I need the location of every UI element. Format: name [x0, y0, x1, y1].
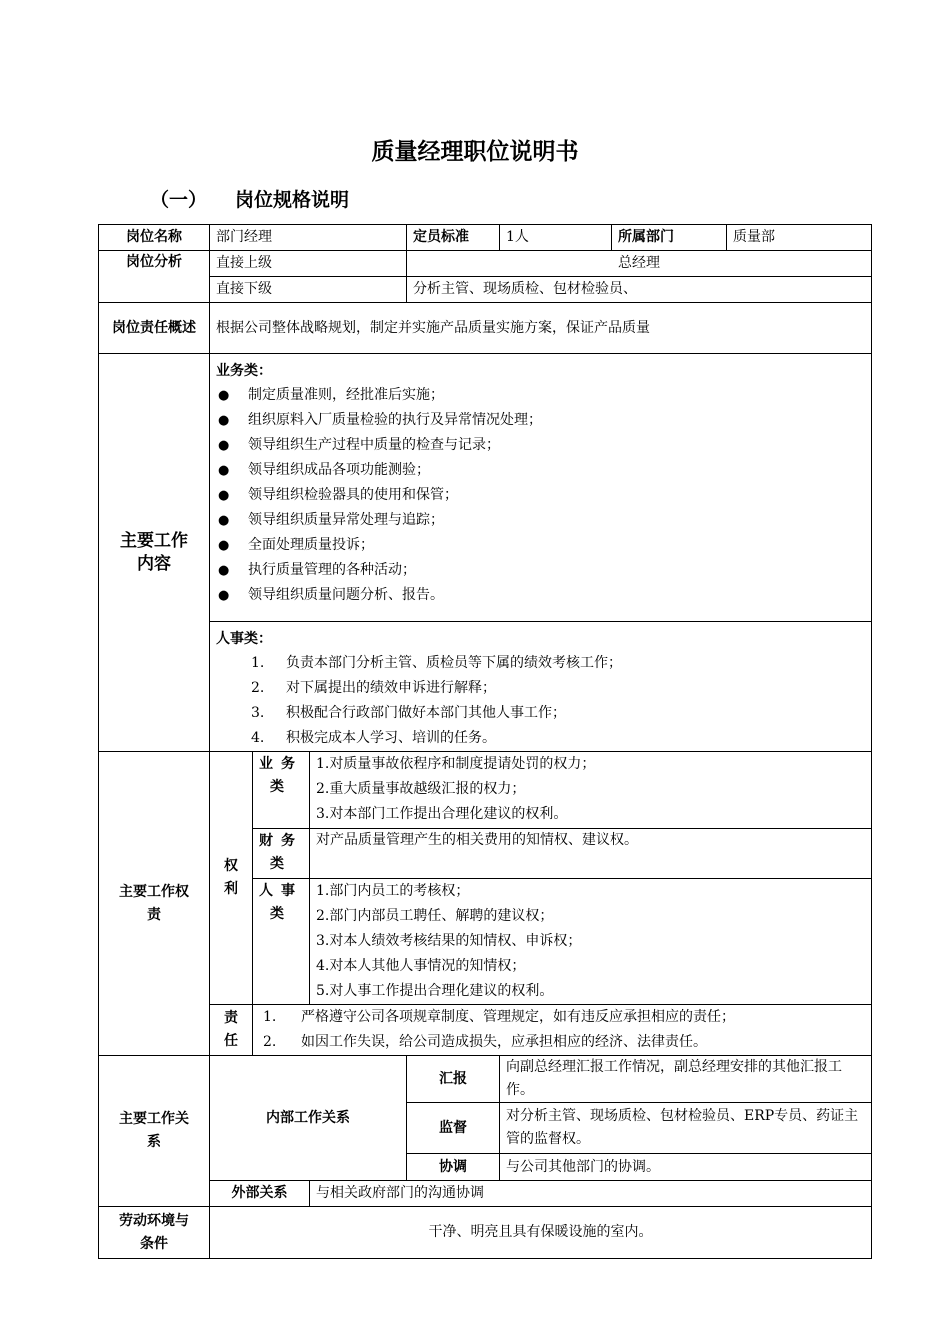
list-item-text: 执行质量管理的各种活动；	[248, 562, 416, 578]
rights-finance-label: 财务类	[253, 829, 310, 879]
report-label: 汇报	[407, 1056, 500, 1103]
list-item-text: 积极配合行政部门做好本部门其他人事工作；	[286, 705, 566, 721]
work-hr-cell	[210, 622, 872, 752]
bullet-icon: ●	[218, 463, 230, 478]
list-item-text: 制定质量准则，经批准后实施；	[248, 387, 444, 403]
list-item-text: 负责本部门分析主管、质检员等下属的绩效考核工作；	[286, 655, 622, 671]
environment-label: 劳动环境与条件	[99, 1207, 210, 1259]
list-item	[216, 458, 865, 483]
bullet-icon: ●	[218, 538, 230, 553]
list-item	[216, 676, 865, 701]
list-item-number: 1.	[251, 655, 265, 671]
list-item	[216, 651, 865, 676]
bullet-icon: ●	[218, 488, 230, 503]
bullet-icon: ●	[218, 563, 230, 578]
hr-task-list	[216, 651, 865, 751]
hr-category-title: 人事类：	[216, 631, 272, 647]
list-item	[216, 483, 865, 508]
list-item	[216, 408, 865, 433]
document-title: 质量经理职位说明书	[371, 139, 579, 165]
list-item	[216, 558, 865, 583]
bullet-icon: ●	[218, 388, 230, 403]
list-item-text: 严格遵守公司各项规章制度、管理规定，如有违反应承担相应的责任；	[301, 1009, 735, 1025]
list-item: 1.部门内员工的考核权；	[316, 883, 470, 899]
authority-label: 主要工作权责	[99, 752, 210, 1056]
rights-hr-list	[316, 879, 865, 1004]
list-item: 2.重大质量事故越级汇报的权力；	[316, 781, 526, 797]
report-value: 向副总经理汇报工作情况，副总经理安排的其他汇报工作。	[500, 1056, 872, 1103]
list-item	[216, 726, 865, 751]
section-title: 岗位规格说明	[235, 189, 350, 211]
subordinate-value: 分析主管、现场质检、包材检验员、	[407, 277, 872, 303]
list-item-text: 领导组织检验器具的使用和保管；	[248, 487, 458, 503]
superior-label: 直接上级	[210, 251, 407, 277]
summary-value: 根据公司整体战略规划，制定并实施产品质量实施方案，保证产品质量	[210, 303, 872, 354]
list-item-number: 2.	[251, 680, 265, 696]
list-item	[216, 701, 865, 726]
list-item: 3.对本部门工作提出合理化建议的权利。	[316, 806, 568, 822]
business-category-title: 业务类：	[216, 363, 272, 379]
list-item: 4.对本人其他人事情况的知情权；	[316, 958, 526, 974]
coord-label: 协调	[407, 1154, 500, 1181]
job-name-value: 部门经理	[210, 225, 407, 251]
list-item-number: 1.	[263, 1009, 277, 1025]
list-item: 2.部门内部员工聘任、解聘的建议权；	[316, 908, 554, 924]
list-item	[216, 583, 865, 608]
list-item	[216, 533, 865, 558]
list-item-text: 如因工作失误，给公司造成损失，应承担相应的经济、法律责任。	[301, 1034, 707, 1050]
supervise-label: 监督	[407, 1103, 500, 1154]
bullet-icon: ●	[218, 413, 230, 428]
bullet-icon: ●	[218, 588, 230, 603]
list-item-text: 领导组织质量问题分析、报告。	[248, 587, 444, 603]
list-item: 3.对本人绩效考核结果的知情权、申诉权；	[316, 933, 582, 949]
list-item: 5.对人事工作提出合理化建议的权利。	[316, 983, 554, 999]
rights-business-cell	[310, 752, 872, 829]
analysis-label: 岗位分析	[99, 251, 210, 303]
quota-value: 1人	[500, 225, 612, 251]
superior-value: 总经理	[407, 251, 872, 277]
list-item-text: 组织原料入厂质量检验的执行及异常情况处理；	[248, 412, 542, 428]
list-item-text: 积极完成本人学习、培训的任务。	[286, 730, 496, 746]
quota-label: 定员标准	[407, 225, 500, 251]
list-item	[259, 1030, 865, 1055]
list-item	[259, 1005, 865, 1030]
job-name-label: 岗位名称	[99, 225, 210, 251]
list-item	[216, 508, 865, 533]
subordinate-label: 直接下级	[210, 277, 407, 303]
list-item	[216, 433, 865, 458]
supervise-value: 对分析主管、现场质检、包材检验员、ERP专员、药证主管的监督权。	[500, 1103, 872, 1154]
section-heading	[150, 185, 349, 212]
list-item	[216, 383, 865, 408]
rights-business-label: 业务类	[253, 752, 310, 829]
environment-value: 干净、明亮且具有保暖设施的室内。	[210, 1207, 872, 1259]
summary-label: 岗位责任概述	[99, 303, 210, 354]
rights-finance-value: 对产品质量管理产生的相关费用的知情权、建议权。	[310, 829, 872, 879]
duty-label: 责任	[210, 1005, 253, 1056]
dept-label: 所属部门	[612, 225, 727, 251]
external-value: 与相关政府部门的沟通协调	[310, 1181, 872, 1207]
section-number: （一）	[150, 189, 208, 211]
rights-label: 权利	[210, 752, 253, 1005]
list-item-text: 领导组织质量异常处理与追踪；	[248, 512, 444, 528]
business-task-list	[216, 383, 865, 608]
list-item-number: 4.	[251, 730, 265, 746]
list-item-text: 领导组织生产过程中质量的检查与记录；	[248, 437, 500, 453]
rights-hr-label: 人事类	[253, 879, 310, 1005]
external-label: 外部关系	[210, 1181, 310, 1207]
internal-label: 内部工作关系	[210, 1056, 407, 1181]
coord-value: 与公司其他部门的协调。	[500, 1154, 872, 1181]
rights-hr-cell	[310, 879, 872, 1005]
bullet-icon: ●	[218, 438, 230, 453]
dept-value: 质量部	[727, 225, 872, 251]
rights-business-list	[316, 752, 865, 827]
bullet-icon: ●	[218, 513, 230, 528]
list-item-number: 3.	[251, 705, 265, 721]
list-item: 1.对质量事故依程序和制度提请处罚的权力；	[316, 756, 596, 772]
relations-label: 主要工作关系	[99, 1056, 210, 1207]
duty-list	[259, 1005, 865, 1055]
list-item-number: 2.	[263, 1034, 277, 1050]
duty-cell	[253, 1005, 872, 1056]
list-item-text: 全面处理质量投诉；	[248, 537, 374, 553]
list-item-text: 对下属提出的绩效申诉进行解释；	[286, 680, 496, 696]
work-label: 主要工作内容	[99, 354, 210, 752]
work-business-cell	[210, 354, 872, 622]
job-spec-table	[98, 224, 872, 1259]
list-item-text: 领导组织成品各项功能测验；	[248, 462, 430, 478]
